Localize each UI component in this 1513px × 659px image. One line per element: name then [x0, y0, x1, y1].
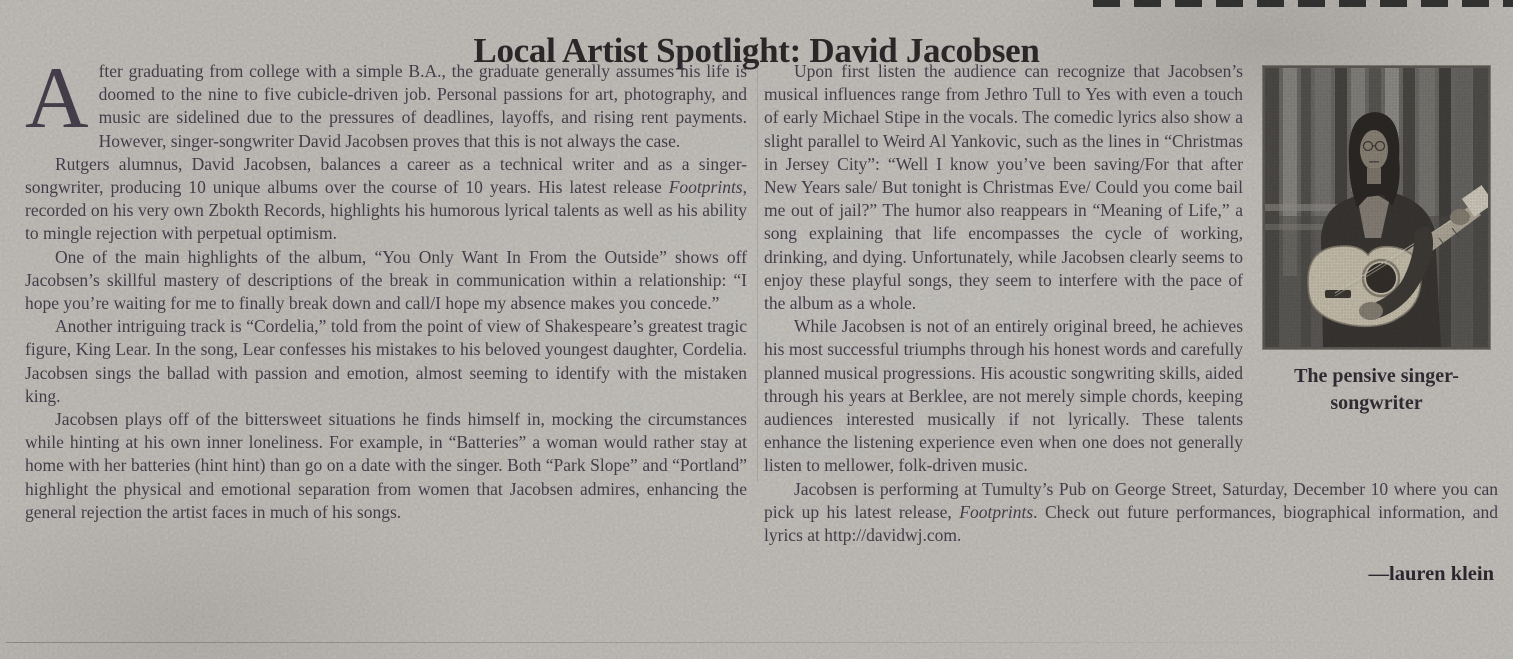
paragraph-text: , recorded on his very own Zbokth Records, highlights his humorous lyrical talents as well as his ability to mingle rejection with perpetual optimism. — [25, 177, 747, 244]
fold-crease-vertical — [757, 58, 758, 482]
photo-caption-line1: The pensive singer- — [1294, 365, 1459, 387]
paragraph — [25, 153, 747, 246]
photo-caption-line2: songwriter — [1330, 392, 1423, 414]
artist-photo-frame — [1263, 66, 1490, 349]
photo-caption — [1263, 363, 1490, 417]
right-column — [764, 60, 1498, 586]
paragraph-text: . Check out future performances, biographical information, and lyrics at http://davidwj.com. — [764, 501, 1498, 546]
article-headline: Local Artist Spotlight: David Jacobsen — [473, 31, 1040, 71]
paragraph: Jacobsen plays off of the bittersweet situations he finds himself in, mocking the circumstances while hinting at his own inner loneliness. For example, in “Batteries” a woman would rather stay at home with her batteries (hint hint) than go on a date with the singer. Both “Park Slope” and “Portland” highlight the physical and emotional separation from women that Jacobsen admires, enhancing the general rejection the artist faces in much of his songs. — [25, 409, 747, 522]
paragraph-text: Rutgers alumnus, David Jacobsen, balances a career as a technical writer and as a singer-songwriter, producing 10 unique albums over the course of 10 years. His latest release — [25, 153, 747, 198]
paragraph-lead-text: fter graduating from college with a simple B.A., the graduate generally assumes his life is doomed to the nine to five cubicle-driven job. Personal passions for art, photography, and music are sidelined due to the pressures of deadlines, layoffs, and rising rent payments. However, singer-songwriter David Jacobsen proves that this is not always the case. — [98, 61, 747, 151]
paragraph: While Jacobsen is not of an entirely original breed, he achieves his most successful triumphs through his honest words and carefully planned musical progressions. His acoustic songwriting skills, aided through his years at Berklee, are not merely simple chords, keeping audiences interested musically if not lyrically. These talents enhance the listening experience even when one does not generally listen to mellower, folk-driven music. — [764, 316, 1243, 476]
paragraph-lead — [25, 50, 747, 153]
paragraph: Another intriguing track is “Cordelia,” told from the point of view of Shakespeare’s greatest tragic figure, King Lear. In the song, Lear confesses his mistakes to his beloved youngest daughter, Cordelia. Jacobsen sings the ballad with passion and emotion, almost seeming to identify with the mistaken king. — [25, 316, 747, 406]
paragraph-text: Jacobsen is performing at Tumulty’s Pub on George Street, Saturday, December 10 where you can pick up his latest release, — [764, 478, 1498, 522]
fold-crease-horizontal — [6, 642, 1376, 643]
drop-cap: A — [25, 50, 89, 147]
album-title-italic: Footprints — [668, 177, 743, 198]
paragraph — [764, 478, 1498, 548]
paragraph: One of the main highlights of the album, “You Only Want In From the Outside” shows off Jacobsen’s skillful mastery of descriptions of the break in communication within a relationship: “I hope you’re waiting for me to finally break down and call/I hope my absence makes you concede.” — [25, 246, 747, 314]
byline: —lauren klein — [1368, 563, 1494, 586]
paragraph: Upon first listen the audience can recognize that Jacobsen’s musical influences range from Jethro Tull to Yes with even a touch of early Michael Stipe in the vocals. The comedic lyrics also show a slight parallel to Weird Al Yankovic, such as the lines in “Christmas in Jersey City”: “Well I know you’ve been saving/For that after New Years sale/ But tonight is Christmas Eve/ Could you come bail me out of jail?” The humor also reappears in “Meaning of Life,” a song explaining that life encompasses the cycle of working, drinking, and dying. Unfortunately, while Jacobsen clearly seems to enjoy these playful songs, they seem to interfere with the pace of the album as a whole. — [764, 61, 1243, 314]
page-edge-print-artifact — [1093, 0, 1513, 7]
artist-photo-figure — [1263, 66, 1490, 417]
artist-photo — [1263, 66, 1490, 349]
left-column — [25, 50, 747, 524]
album-title-italic: Footprints — [959, 501, 1034, 522]
